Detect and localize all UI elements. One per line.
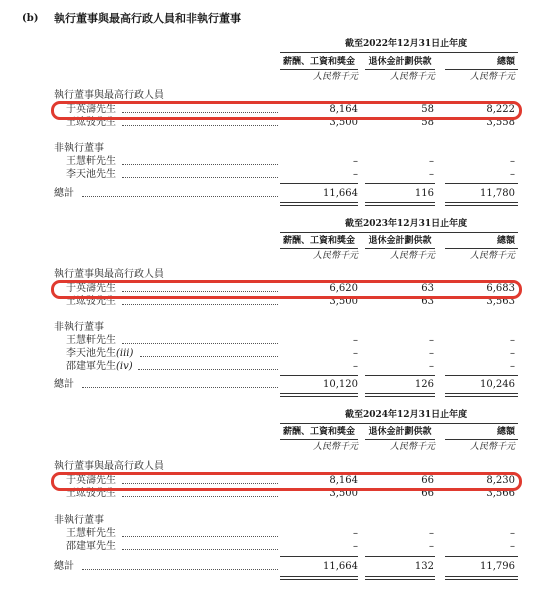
unit-label: 人民幣千元 xyxy=(312,251,358,261)
unit-label: 人民幣千元 xyxy=(389,251,435,261)
footnote-ref: (iv) xyxy=(116,361,133,372)
director-name-cell xyxy=(66,347,133,361)
total-double-rule xyxy=(365,202,435,206)
grand-total: 11,796 xyxy=(480,561,515,572)
table-row xyxy=(0,168,550,182)
director-name: 王竑弢先生 xyxy=(66,488,116,499)
header-rule xyxy=(280,232,518,233)
pension-value: 66 xyxy=(421,488,434,499)
leader-dots xyxy=(122,496,278,497)
total-value: 8,230 xyxy=(486,475,515,486)
leader-dots xyxy=(122,343,278,344)
total-double-rule xyxy=(280,576,358,580)
table-row xyxy=(0,334,550,348)
unit-label: 人民幣千元 xyxy=(469,251,515,261)
pension-value: – xyxy=(429,335,434,346)
leader-dots xyxy=(122,536,278,537)
leader-dots xyxy=(122,164,278,165)
pension-total: 132 xyxy=(414,561,434,572)
highlight-box xyxy=(51,280,522,299)
subtotal-rule xyxy=(365,556,435,557)
total-value: – xyxy=(510,541,515,552)
pension-total: 116 xyxy=(414,188,434,199)
col-header-total: 總額 xyxy=(496,236,515,246)
table-row xyxy=(0,540,550,554)
pension-value: 63 xyxy=(421,283,434,294)
group-label-non-executive: 非執行董事 xyxy=(54,322,104,333)
director-name: 于英濤先生 xyxy=(66,475,116,486)
pension-value: 63 xyxy=(421,296,434,307)
leader-dots xyxy=(122,177,278,178)
salary-value: 3,500 xyxy=(329,117,358,128)
header-rule xyxy=(280,423,518,424)
pension-value: 66 xyxy=(421,475,434,486)
period-header: 截至2023年12月31日止年度 xyxy=(345,219,468,229)
total-value: 6,683 xyxy=(486,283,515,294)
salary-value: 6,620 xyxy=(329,283,358,294)
pension-value: 58 xyxy=(421,104,434,115)
leader-dots xyxy=(82,387,278,388)
total-value: – xyxy=(510,169,515,180)
total-row xyxy=(0,378,550,392)
total-double-rule xyxy=(445,202,518,206)
pension-value: 58 xyxy=(421,117,434,128)
table-row xyxy=(0,527,550,541)
leader-dots xyxy=(140,356,278,357)
salary-value: – xyxy=(353,528,358,539)
table-row xyxy=(0,360,550,374)
salary-value: – xyxy=(353,169,358,180)
director-name: 李天池先生 xyxy=(66,348,116,359)
director-name: 王慧軒先生 xyxy=(66,528,116,539)
total-value: – xyxy=(510,335,515,346)
grand-total: 11,780 xyxy=(480,188,515,199)
unit-label: 人民幣千元 xyxy=(469,72,515,82)
col-rule xyxy=(280,69,358,70)
total-label: 總計 xyxy=(54,188,74,199)
total-value: 3,563 xyxy=(486,296,515,307)
salary-value: – xyxy=(353,335,358,346)
unit-label: 人民幣千元 xyxy=(312,442,358,452)
leader-dots xyxy=(122,304,278,305)
col-header-salary: 薪酬、工資和獎金 xyxy=(282,427,355,437)
director-name: 王竑弢先生 xyxy=(66,117,116,128)
leader-dots xyxy=(82,196,278,197)
subtotal-rule xyxy=(365,183,435,184)
subtotal-rule xyxy=(280,556,358,557)
leader-dots xyxy=(82,569,278,570)
group-label-non-executive: 非執行董事 xyxy=(54,515,104,526)
group-label-executive: 執行董事與最高行政人員 xyxy=(54,90,164,101)
period-header: 截至2024年12月31日止年度 xyxy=(345,410,468,420)
salary-value: 8,164 xyxy=(329,104,358,115)
total-row xyxy=(0,560,550,574)
salary-value: 8,164 xyxy=(329,475,358,486)
col-rule xyxy=(445,69,518,70)
unit-label: 人民幣千元 xyxy=(389,442,435,452)
col-header-pension: 退休金計劃供款 xyxy=(368,57,432,67)
subtotal-rule xyxy=(445,183,518,184)
col-rule xyxy=(445,248,518,249)
col-rule xyxy=(365,248,435,249)
director-name: 王慧軒先生 xyxy=(66,335,116,346)
leader-dots xyxy=(122,125,278,126)
col-rule xyxy=(280,439,358,440)
salary-total: 10,120 xyxy=(323,379,358,390)
group-label-executive: 執行董事與最高行政人員 xyxy=(54,461,164,472)
total-value: 3,566 xyxy=(486,488,515,499)
total-value: – xyxy=(510,348,515,359)
salary-total: 11,664 xyxy=(323,188,358,199)
pension-value: – xyxy=(429,348,434,359)
director-name: 邵建軍先生 xyxy=(66,361,116,372)
footnote-ref: (iii) xyxy=(116,348,134,359)
total-value: – xyxy=(510,361,515,372)
director-name: 于英濤先生 xyxy=(66,283,116,294)
header-rule xyxy=(280,52,518,53)
salary-value: – xyxy=(353,541,358,552)
total-double-rule xyxy=(365,576,435,580)
pension-value: – xyxy=(429,361,434,372)
total-double-rule xyxy=(365,393,435,397)
total-value: 8,222 xyxy=(486,104,515,115)
director-name: 邵建軍先生 xyxy=(66,541,116,552)
col-header-salary: 薪酬、工資和獎金 xyxy=(282,57,355,67)
director-name: 李天池先生 xyxy=(66,169,116,180)
leader-dots xyxy=(138,369,278,370)
col-rule xyxy=(445,439,518,440)
total-label: 總計 xyxy=(54,379,74,390)
group-label-non-executive: 非執行董事 xyxy=(54,143,104,154)
col-rule xyxy=(365,439,435,440)
salary-value: – xyxy=(353,361,358,372)
subtotal-rule xyxy=(365,375,435,376)
section-marker: (b) xyxy=(22,13,39,24)
pension-value: – xyxy=(429,169,434,180)
total-double-rule xyxy=(280,202,358,206)
total-value: 3,558 xyxy=(486,117,515,128)
total-value: – xyxy=(510,528,515,539)
pension-total: 126 xyxy=(414,379,434,390)
salary-value: 3,500 xyxy=(329,488,358,499)
unit-label: 人民幣千元 xyxy=(469,442,515,452)
table-row xyxy=(0,347,550,361)
director-name-cell xyxy=(66,360,133,374)
total-double-rule xyxy=(280,393,358,397)
subtotal-rule xyxy=(445,375,518,376)
subtotal-rule xyxy=(280,375,358,376)
period-header: 截至2022年12月31日止年度 xyxy=(345,39,468,49)
subtotal-rule xyxy=(445,556,518,557)
unit-label: 人民幣千元 xyxy=(312,72,358,82)
highlight-box xyxy=(51,472,522,491)
salary-value: – xyxy=(353,156,358,167)
salary-value: – xyxy=(353,348,358,359)
director-name: 于英濤先生 xyxy=(66,104,116,115)
subtotal-rule xyxy=(280,183,358,184)
pension-value: – xyxy=(429,156,434,167)
col-header-pension: 退休金計劃供款 xyxy=(368,236,432,246)
grand-total: 10,246 xyxy=(480,379,515,390)
section-title: 執行董事與最高行政人員和非執行董事 xyxy=(54,12,241,25)
director-name: 王竑弢先生 xyxy=(66,296,116,307)
col-rule xyxy=(365,69,435,70)
unit-label: 人民幣千元 xyxy=(389,72,435,82)
total-row xyxy=(0,187,550,201)
salary-value: 3,500 xyxy=(329,296,358,307)
salary-total: 11,664 xyxy=(323,561,358,572)
total-double-rule xyxy=(445,393,518,397)
col-header-salary: 薪酬、工資和獎金 xyxy=(282,236,355,246)
leader-dots xyxy=(122,549,278,550)
col-header-total: 總額 xyxy=(496,427,515,437)
col-rule xyxy=(280,248,358,249)
col-header-total: 總額 xyxy=(496,57,515,67)
highlight-box xyxy=(51,101,522,120)
pension-value: – xyxy=(429,528,434,539)
pension-value: – xyxy=(429,541,434,552)
table-row xyxy=(0,155,550,169)
total-value: – xyxy=(510,156,515,167)
group-label-executive: 執行董事與最高行政人員 xyxy=(54,269,164,280)
director-name: 王慧軒先生 xyxy=(66,156,116,167)
total-double-rule xyxy=(445,576,518,580)
col-header-pension: 退休金計劃供款 xyxy=(368,427,432,437)
total-label: 總計 xyxy=(54,561,74,572)
